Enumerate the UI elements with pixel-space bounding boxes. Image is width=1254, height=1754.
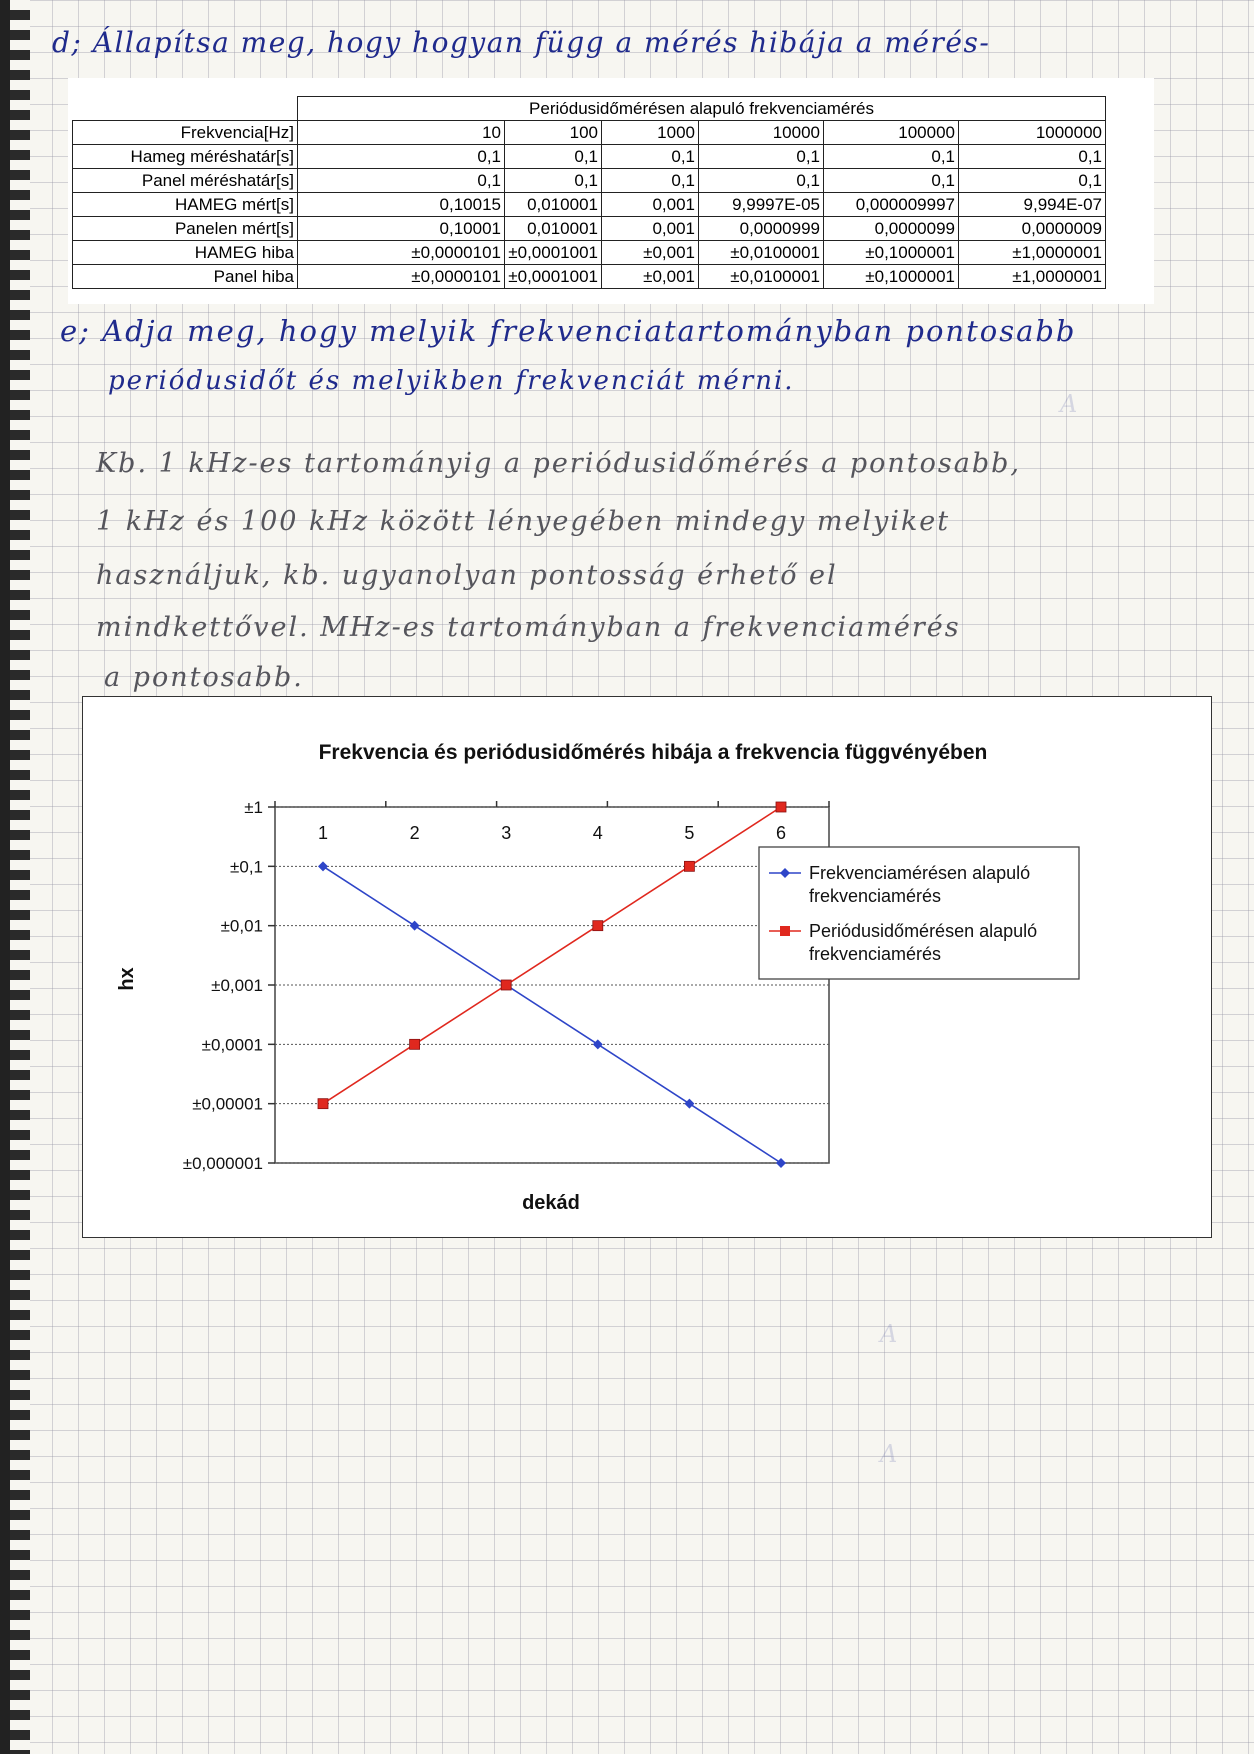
y-tick-label: ±1 (244, 798, 263, 817)
table-cell: 0,0000999 (699, 217, 824, 241)
table-cell: 0,1 (602, 145, 699, 169)
category-label: 5 (684, 823, 695, 843)
measurement-table (72, 96, 1106, 289)
table-row (73, 121, 1106, 145)
row-label: HAMEG mért[s] (73, 193, 298, 217)
table-cell: 0,001 (602, 193, 699, 217)
note-e-line1: e; Adja meg, hogy melyik frekvenciatartományban pontosabb (60, 314, 1077, 348)
table-body (73, 121, 1106, 289)
table-cell: ±0,0000101 (298, 241, 505, 265)
show-through-writing: A (880, 1320, 898, 1348)
table-cell: 1000000 (959, 121, 1106, 145)
table-cell: ±0,001 (602, 241, 699, 265)
table-row (73, 193, 1106, 217)
table-cell: 0,000009997 (824, 193, 959, 217)
table-cell: ±0,0001001 (505, 241, 602, 265)
data-point (684, 861, 694, 871)
table-cell: 100 (505, 121, 602, 145)
table-cell: ±0,1000001 (824, 241, 959, 265)
table-cell: 0,10015 (298, 193, 505, 217)
table-caption: Periódusidőmérésen alapuló frekvenciamérés (298, 97, 1106, 121)
answer-line: a pontosabb. (104, 662, 304, 693)
table-cell: ±0,0001001 (505, 265, 602, 289)
legend-label: Frekvenciamérésen alapuló frekvenciamérés (809, 863, 1031, 906)
legend-label: Periódusidőmérésen alapuló frekvenciamérés (809, 921, 1038, 964)
plot-area (183, 798, 829, 1173)
spiral-binding (0, 0, 30, 1754)
table-cell: 0,1 (505, 169, 602, 193)
row-label: HAMEG hiba (73, 241, 298, 265)
row-label: Frekvencia[Hz] (73, 121, 298, 145)
table-row (73, 265, 1106, 289)
note-d: d; Állapítsa meg, hogy hogyan függ a mérés hibája a mérés- (52, 26, 991, 59)
table-cell: 0,1 (824, 169, 959, 193)
y-axis-label: hx (116, 967, 138, 991)
data-point (410, 1039, 420, 1049)
table-cell: ±0,0100001 (699, 265, 824, 289)
table-cell: 0,1 (699, 169, 824, 193)
table-caption-row (73, 97, 1106, 121)
y-tick-label: ±0,1 (230, 857, 263, 877)
table-cell: 0,010001 (505, 217, 602, 241)
x-axis-label: dekád (522, 1192, 580, 1214)
table-cell: 0,1 (298, 145, 505, 169)
row-label: Panel hiba (73, 265, 298, 289)
row-label: Hameg méréshatár[s] (73, 145, 298, 169)
table-cell: 0,010001 (505, 193, 602, 217)
row-label: Panelen mért[s] (73, 217, 298, 241)
table-cell: ±0,001 (602, 265, 699, 289)
error-chart (83, 697, 1211, 1237)
table-cell: 0,1 (602, 169, 699, 193)
table-row (73, 217, 1106, 241)
table-cell: ±0,0100001 (699, 241, 824, 265)
table-cell: 0,0000099 (824, 217, 959, 241)
chart-title: Frekvencia és periódusidőmérés hibája a frekvencia függvényében (318, 741, 988, 764)
y-tick-label: ±0,000001 (182, 1154, 263, 1173)
legend-marker (780, 926, 790, 936)
data-point (776, 802, 786, 812)
y-tick-label: ±0,00001 (192, 1094, 263, 1114)
table-cell: 9,994E-07 (959, 193, 1106, 217)
data-point (593, 921, 603, 931)
show-through-writing: A (1060, 390, 1078, 418)
answer-line: Kb. 1 kHz-es tartományig a periódusidőmérés a pontosabb, (96, 448, 1022, 479)
data-point (318, 1099, 328, 1109)
chart-card (82, 696, 1212, 1238)
category-label: 4 (592, 823, 603, 843)
answer-line: 1 kHz és 100 kHz között lényegében mindegy melyiket (96, 506, 951, 537)
table-cell: 0,1 (699, 145, 824, 169)
table-cell: 0,1 (824, 145, 959, 169)
category-label: 3 (501, 823, 512, 843)
table-cell: 0,1 (959, 145, 1106, 169)
legend (759, 847, 1079, 979)
y-tick-label: ±0,0001 (201, 1035, 263, 1055)
table-cell: ±0,0000101 (298, 265, 505, 289)
table-row (73, 241, 1106, 265)
note-e-line2: periódusidőt és melyikben frekvenciát mérni. (108, 366, 795, 396)
table-cell: 0,001 (602, 217, 699, 241)
table-cell: 100000 (824, 121, 959, 145)
y-tick-label: ±0,01 (220, 916, 263, 936)
show-through-writing: A (880, 1440, 898, 1468)
table-row (73, 169, 1106, 193)
table-cell: 0,1 (959, 169, 1106, 193)
table-row (73, 145, 1106, 169)
answer-line: mindkettővel. MHz-es tartományban a frekvenciamérés (96, 612, 961, 643)
y-tick-label: ±0,001 (211, 976, 263, 995)
table-cell: 9,9997E-05 (699, 193, 824, 217)
table-cell: 0,1 (505, 145, 602, 169)
row-label: Panel méréshatár[s] (73, 169, 298, 193)
measurement-table-card (68, 78, 1154, 304)
table-cell: ±1,0000001 (959, 265, 1106, 289)
table-cell: 0,0000009 (959, 217, 1106, 241)
table-cell: 0,1 (298, 169, 505, 193)
table-cell: ±0,1000001 (824, 265, 959, 289)
category-label: 2 (409, 823, 420, 843)
table-cell: 10000 (699, 121, 824, 145)
table-cell: 0,10001 (298, 217, 505, 241)
table-cell: 1000 (602, 121, 699, 145)
category-label: 6 (775, 823, 787, 843)
category-label: 1 (317, 823, 329, 843)
data-point (501, 980, 511, 990)
table-cell: ±1,0000001 (959, 241, 1106, 265)
table-cell: 10 (298, 121, 505, 145)
answer-line: használjuk, kb. ugyanolyan pontosság érhető el (96, 560, 838, 591)
